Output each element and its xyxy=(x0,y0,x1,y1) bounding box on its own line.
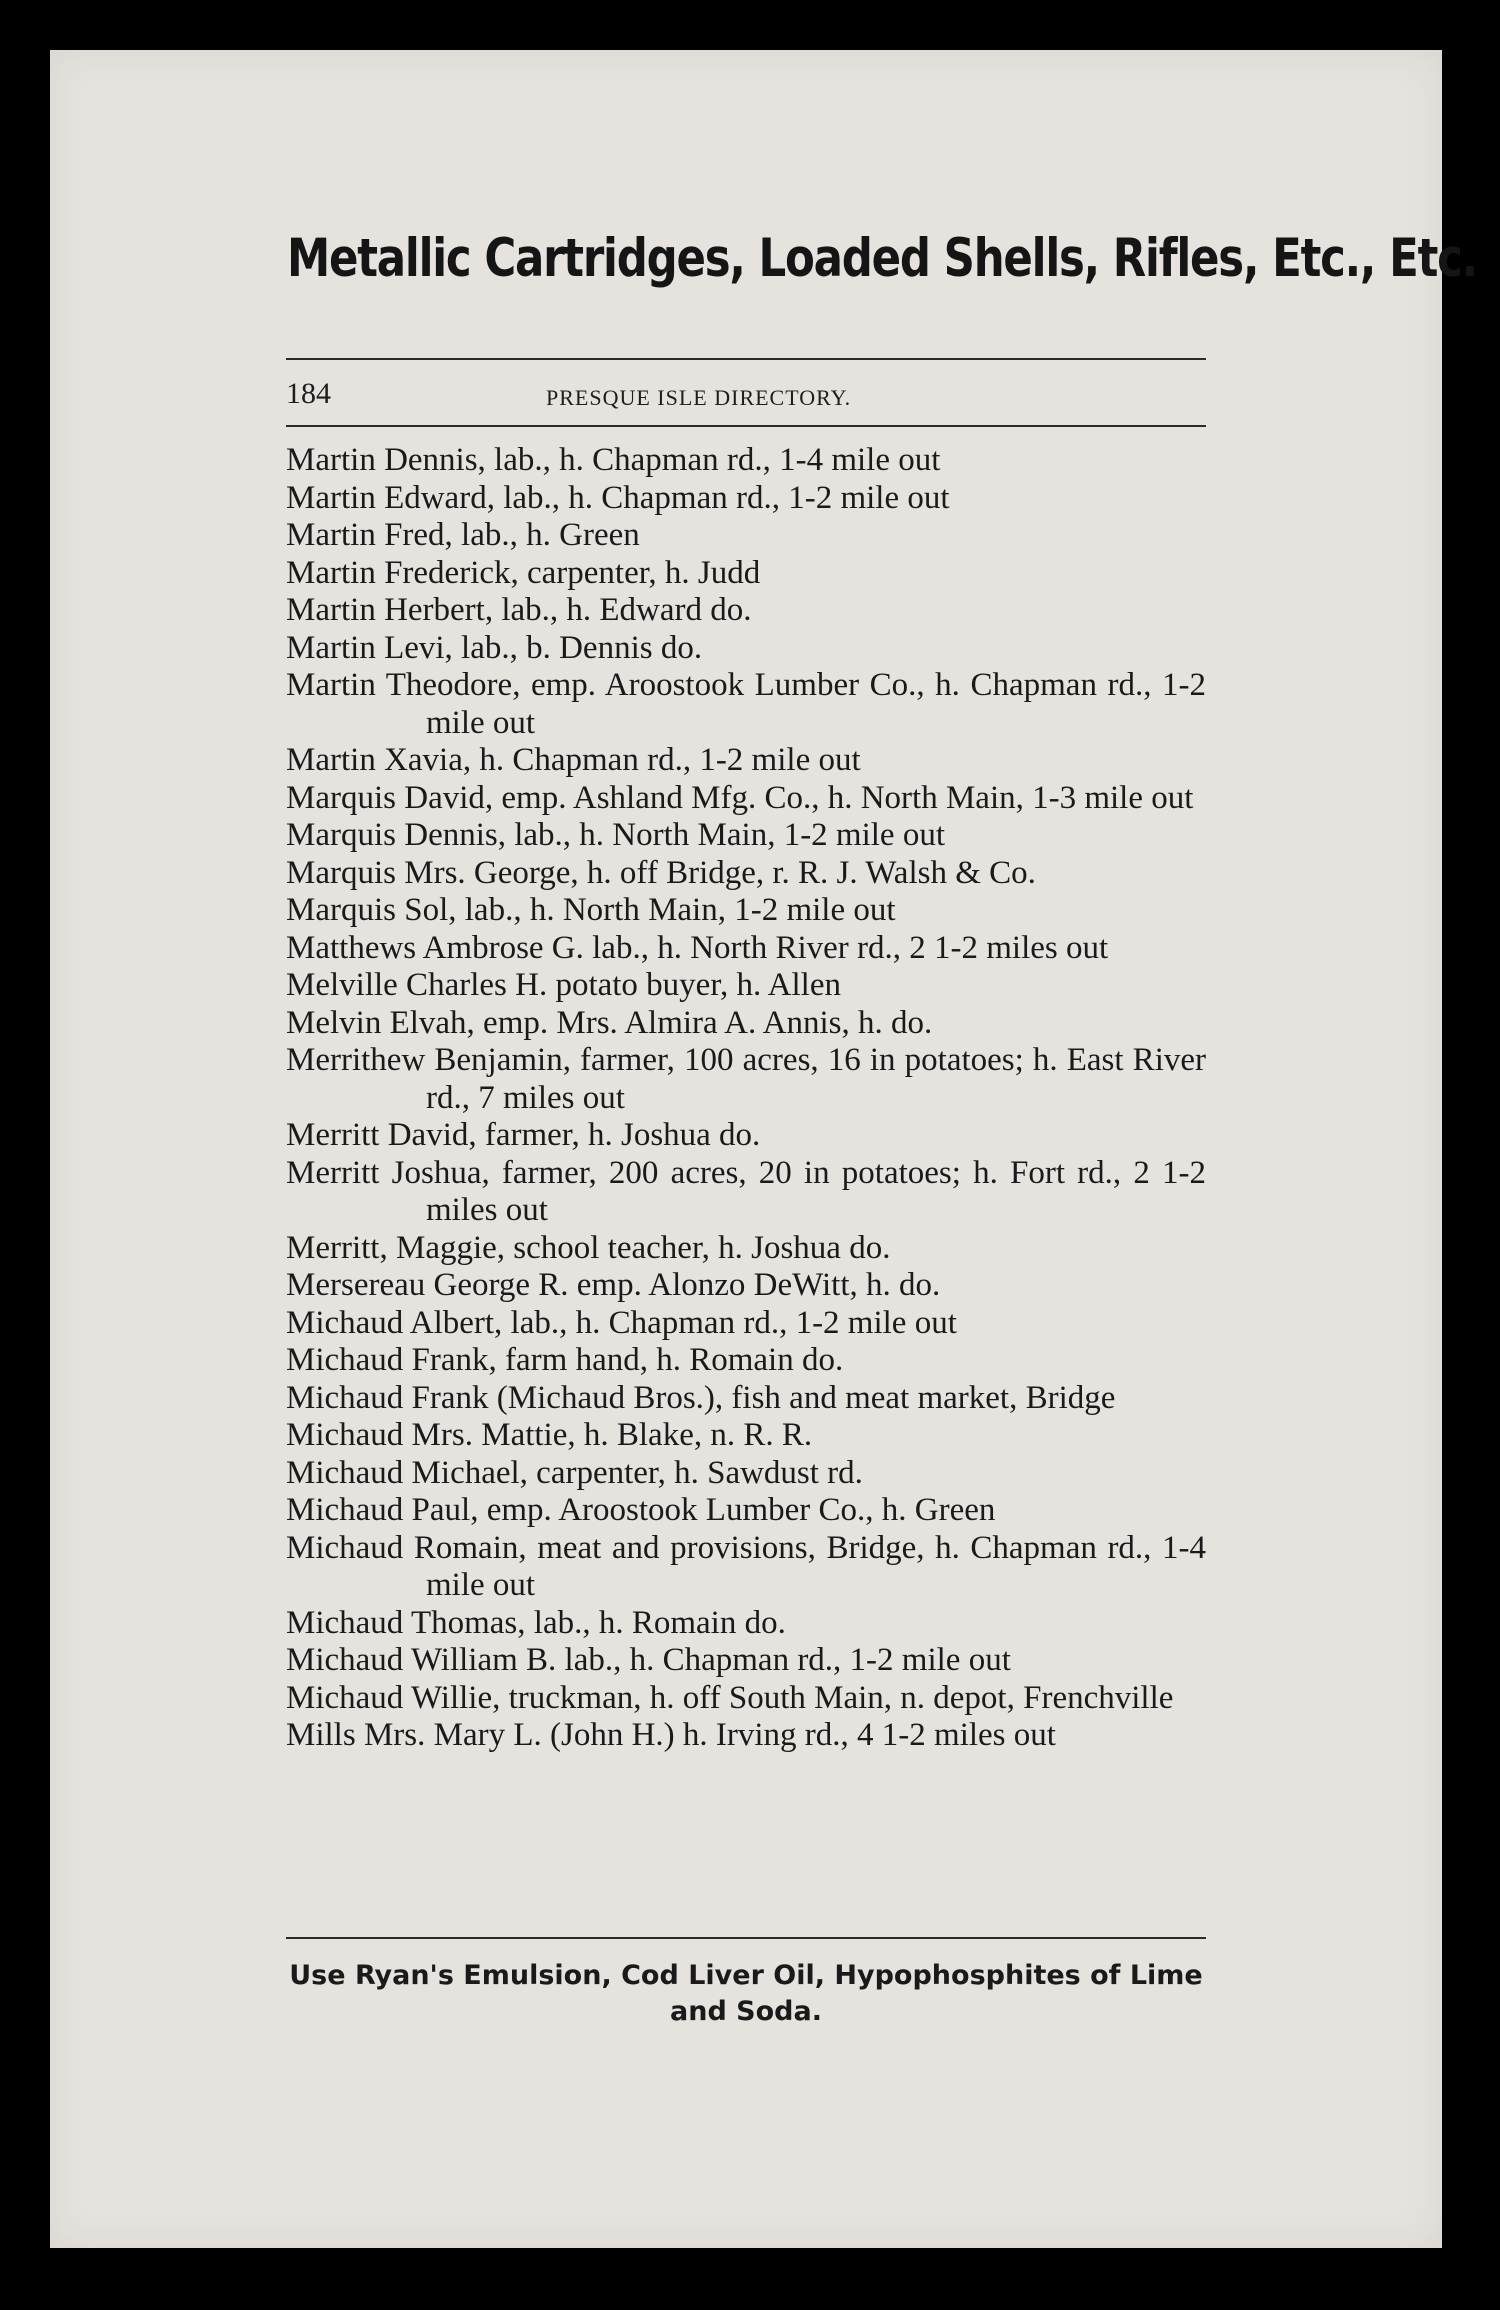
list-item: Mills Mrs. Mary L. (John H.) h. Irving rd., 4 1-2 miles out xyxy=(286,1717,1056,1753)
directory-page xyxy=(50,50,1477,2248)
list-item: Michaud Romain, meat and provisions, Bridge, h. Chapman rd., 1-4 mile out xyxy=(286,1529,1206,1603)
running-title: PRESQUE ISLE DIRECTORY. xyxy=(546,385,852,410)
list-item: Michaud Albert, lab., h. Chapman rd., 1-2 mile out xyxy=(286,1304,957,1341)
directory-entries xyxy=(286,442,1206,1755)
footer-divider xyxy=(286,1937,1206,1939)
list-item: Martin Xavia, h. Chapman rd., 1-2 mile out xyxy=(286,742,861,778)
list-item: Merritt David, farmer, h. Joshua do. xyxy=(286,1117,761,1153)
list-item: Michaud William B. lab., h. Chapman rd., 1-2 mile out xyxy=(286,1642,1011,1678)
list-item: Martin Edward, lab., h. Chapman rd., 1-2 mile out xyxy=(286,479,950,516)
list-item: Michaud Frank, farm hand, h. Romain do. xyxy=(286,1342,844,1378)
list-item: Matthews Ambrose G. lab., h. North River rd., 2 1-2 miles out xyxy=(286,929,1109,966)
list-item: Merritt Joshua, farmer, 200 acres, 20 in potatoes; h. Fort rd., 2 1-2 miles out xyxy=(286,1154,1206,1228)
list-item: Mersereau George R. emp. Alonzo DeWitt, h. do. xyxy=(286,1267,941,1303)
list-item: Michaud Frank (Michaud Bros.), fish and meat market, Bridge xyxy=(286,1379,1116,1416)
list-item: Merrithew Benjamin, farmer, 100 acres, 16 in potatoes; h. East River rd., 7 miles out xyxy=(286,1042,1206,1116)
list-item: Melville Charles H. potato buyer, h. Allen xyxy=(286,967,841,1003)
list-item: Michaud Michael, carpenter, h. Sawdust rd. xyxy=(286,1454,863,1491)
list-item: Martin Theodore, emp. Aroostook Lumber Co., h. Chapman rd., 1-2 mile out xyxy=(286,667,1206,741)
list-item: Michaud Thomas, lab., h. Romain do. xyxy=(286,1604,786,1641)
list-item: Marquis Dennis, lab., h. North Main, 1-2 mile out xyxy=(286,817,946,853)
list-item: Michaud Paul, emp. Aroostook Lumber Co., h. Green xyxy=(286,1492,996,1528)
list-item: Martin Frederick, carpenter, h. Judd xyxy=(286,554,761,591)
top-advertisement: Metallic Cartridges, Loaded Shells, Rifles, Etc., Etc. xyxy=(287,228,1477,289)
list-item: Martin Levi, lab., b. Dennis do. xyxy=(286,629,703,666)
page-number: 184 xyxy=(286,377,331,410)
list-item: Michaud Mrs. Mattie, h. Blake, n. R. R. xyxy=(286,1417,813,1453)
running-header xyxy=(286,377,1206,417)
list-item: Merritt, Maggie, school teacher, h. Joshua do. xyxy=(286,1229,891,1266)
list-item: Melvin Elvah, emp. Mrs. Almira A. Annis, h. do. xyxy=(286,1004,933,1041)
bottom-advertisement: Use Ryan's Emulsion, Cod Liver Oil, Hypophosphites of Lime and Soda. xyxy=(289,1960,1203,2027)
header-divider xyxy=(286,425,1206,427)
list-item: Martin Herbert, lab., h. Edward do. xyxy=(286,592,752,628)
list-item: Marquis Sol, lab., h. North Main, 1-2 mile out xyxy=(286,892,896,928)
list-item: Marquis Mrs. George, h. off Bridge, r. R. J. Walsh & Co. xyxy=(286,854,1036,891)
list-item: Marquis David, emp. Ashland Mfg. Co., h. North Main, 1-3 mile out xyxy=(286,779,1194,816)
list-item: Martin Dennis, lab., h. Chapman rd., 1-4 mile out xyxy=(286,442,941,478)
list-item: Martin Fred, lab., h. Green xyxy=(286,517,640,553)
list-item: Michaud Willie, truckman, h. off South Main, n. depot, Frenchville xyxy=(286,1679,1174,1716)
top-divider xyxy=(286,358,1206,360)
